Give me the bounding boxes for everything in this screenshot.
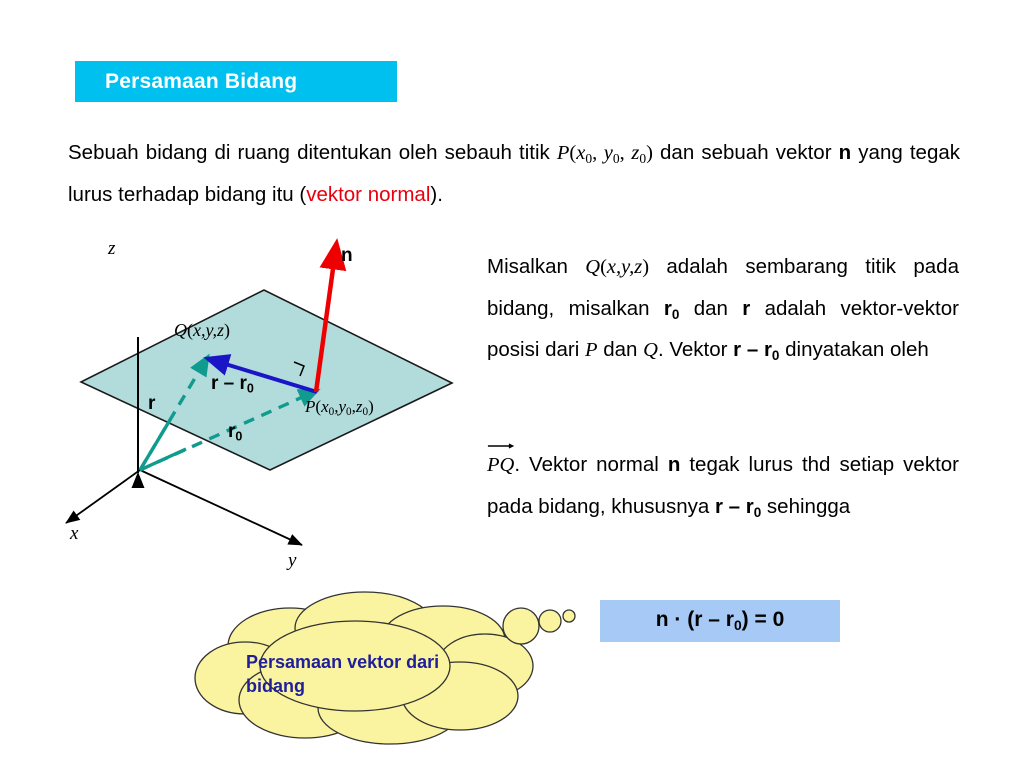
vector-equation [600,608,840,632]
intro-text-c: yang tegak lurus terhadap bidang itu ( [68,141,961,206]
y-axis [140,470,302,545]
point-p-args: ($x_0$, $y_0$, $z_0$) [569,142,653,166]
eq-close: ) [741,608,749,631]
rp2-text-a: . Vektor normal [514,453,668,476]
vector-n-inline: n [838,141,852,164]
x-axis-label: x [70,523,79,544]
y-axis-label: y [288,550,297,571]
vektor-normal-highlight: vektor normal [306,183,431,206]
eq-equals: = [748,608,773,631]
overarrow-icon [487,442,514,450]
z-axis-label: z [108,238,116,259]
eq-open: ( [687,608,695,631]
rp1-point-q: Q [643,339,658,361]
rp1-text-e: dan [597,338,644,361]
rp2-text-c: sehingga [761,495,851,518]
eq-n: n [655,608,669,631]
intro-text-a: Sebuah bidang di ruang ditentukan oleh sebauh titik [68,141,557,164]
vector-r0-label: $r_0$ [228,421,243,444]
intro-paragraph [68,132,960,215]
vector-r-minus-r0-inline-2: r – $r_0$ [714,495,762,520]
point-q-symbol: Q [585,256,601,278]
rp1-text-c: dan [679,297,743,320]
vector-n-inline-2: n [667,453,681,476]
rp1-text-d: adalah vektor-vektor posisi dari [487,297,959,361]
vector-r-inline: r [742,297,751,320]
rp1-text-g: dinyatakan oleh [779,338,929,361]
vector-r-label: r [148,393,156,414]
right-paragraph-1 [487,246,959,371]
plane-surface [81,290,452,470]
rp1-text-b: adalah sembarang titik pada bidang, misalkan [487,255,959,320]
vector-r0-inline: $r_0$ [663,297,680,322]
rp1-text-f: . Vektor [657,338,734,361]
eq-zero: 0 [772,608,785,631]
point-p-symbol: P [556,142,570,164]
rp1-text-a: Misalkan [487,255,586,278]
intro-text-b: dan sebuah vektor [652,141,839,164]
intro-text-d: ). [430,183,443,206]
vector-r-minus-r0-label: r – $r_0$ [211,373,254,396]
cloud-bubble-medium [539,610,561,632]
thought-cloud-text [246,650,536,698]
eq-minus: – [702,608,726,631]
vector-pq-symbol: PQ [487,444,514,486]
page-title: Persamaan Bidang [105,70,298,93]
point-q-label: Q(x,y,z) [174,320,230,340]
vector-r-minus-r0-inline-1: r – $r_0$ [733,338,780,363]
rp2-text-b: tegak lurus thd setiap vektor pada bidang, khususnya [487,453,959,518]
eq-dot: · [668,608,688,631]
rp1-point-p: P [585,339,598,361]
vector-plane-diagram [0,225,480,595]
point-q-args: (x,y,z) [600,256,650,278]
point-p-label: $P(x_0,y_0,z_0)$ [305,397,374,419]
cloud-bubble-small [563,610,575,622]
cloud-bubble-large [503,608,539,644]
eq-r0: $r_0$ [725,608,742,633]
x-axis [66,470,140,523]
cloud-line-1: Persamaan vektor dari [246,652,440,672]
cloud-bubbles [503,608,575,644]
eq-r: r [694,608,703,631]
cloud-line-2: bidang [246,676,305,696]
right-paragraph-2 [487,444,959,527]
vector-n-label: n [341,245,353,266]
